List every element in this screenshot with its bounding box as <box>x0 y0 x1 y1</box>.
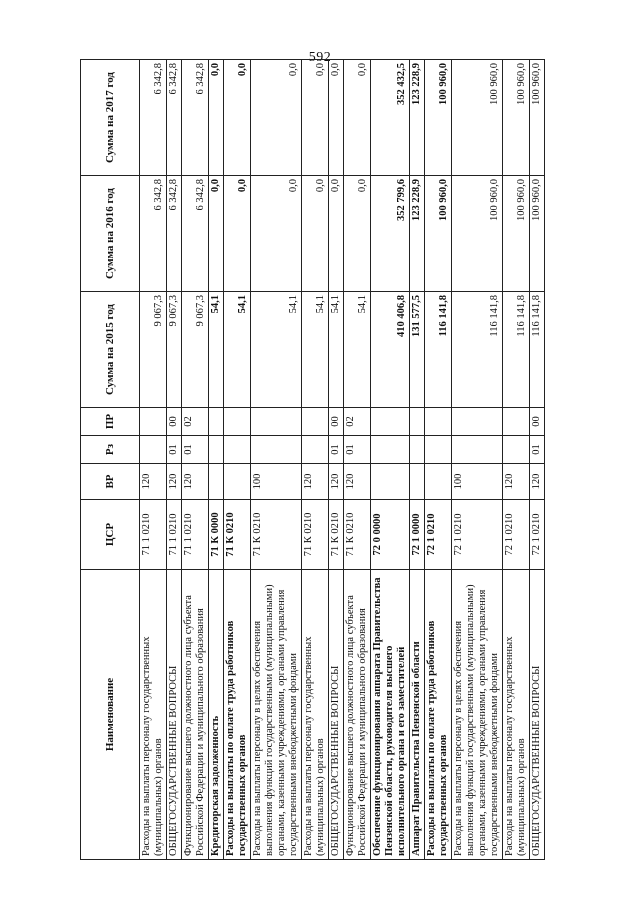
cell-name: Расходы на выплаты персоналу в целях обеспечения выполнения функций государственными (муниципальными) органами, казенными учреждениями, органами управления государственными внебюджетными фондами <box>251 570 302 860</box>
cell-pr <box>425 408 452 436</box>
table-row <box>410 60 425 860</box>
cell-csr: 71 К 0210 <box>302 500 329 570</box>
cell-name: Функционирование высшего должностного лица субъекта Российской Федерации и муниципального образования <box>344 570 371 860</box>
cell-csr: 71 1 0210 <box>140 500 167 570</box>
table-row <box>530 60 545 860</box>
budget-table <box>80 59 545 860</box>
cell-pr <box>371 408 410 436</box>
header-csr: ЦСР <box>81 500 140 570</box>
cell-sum-2017: 0,0 <box>329 60 344 176</box>
header-pr: ПР <box>81 408 140 436</box>
cell-sum-2016: 100 960,0 <box>530 176 545 292</box>
cell-name: Расходы на выплаты персоналу в целях обеспечения выполнения функций государственными (муниципальными) органами, казенными учреждениями, органами управления государственными внебюджетными фондами <box>452 570 503 860</box>
cell-vr <box>425 464 452 500</box>
cell-csr: 71 1 0210 <box>167 500 182 570</box>
cell-sum-2015: 54,1 <box>302 292 329 408</box>
table-row <box>224 60 251 860</box>
cell-rz <box>503 436 530 464</box>
table-row <box>344 60 371 860</box>
cell-vr: 120 <box>140 464 167 500</box>
cell-pr <box>140 408 167 436</box>
cell-rz: 01 <box>530 436 545 464</box>
cell-sum-2017: 100 960,0 <box>425 60 452 176</box>
cell-pr <box>410 408 425 436</box>
table-row <box>140 60 167 860</box>
cell-name: Кредиторская задолженность <box>209 570 224 860</box>
header-sum-2017: Сумма на 2017 год <box>81 60 140 176</box>
page-number: 592 <box>308 50 332 65</box>
cell-rz <box>302 436 329 464</box>
cell-rz: 01 <box>344 436 371 464</box>
cell-sum-2016: 6 342,8 <box>140 176 167 292</box>
cell-pr <box>452 408 503 436</box>
cell-sum-2017: 0,0 <box>209 60 224 176</box>
cell-sum-2017: 0,0 <box>344 60 371 176</box>
table-row <box>209 60 224 860</box>
cell-name: Расходы на выплаты персоналу государственных (муниципальных) органов <box>140 570 167 860</box>
cell-sum-2015: 116 141,8 <box>425 292 452 408</box>
cell-pr: 00 <box>329 408 344 436</box>
cell-sum-2016: 0,0 <box>224 176 251 292</box>
cell-sum-2016: 123 228,9 <box>410 176 425 292</box>
table-row <box>182 60 209 860</box>
cell-sum-2017: 0,0 <box>251 60 302 176</box>
cell-rz <box>251 436 302 464</box>
cell-sum-2017: 6 342,8 <box>182 60 209 176</box>
cell-pr <box>302 408 329 436</box>
table-row <box>371 60 410 860</box>
table-row <box>452 60 503 860</box>
cell-sum-2017: 100 960,0 <box>530 60 545 176</box>
cell-csr: 72 1 0210 <box>452 500 503 570</box>
cell-name: Аппарат Правительства Пензенской области <box>410 570 425 860</box>
cell-pr: 02 <box>344 408 371 436</box>
cell-sum-2017: 6 342,8 <box>167 60 182 176</box>
cell-csr: 71 К 0000 <box>209 500 224 570</box>
cell-vr: 120 <box>302 464 329 500</box>
cell-sum-2016: 6 342,8 <box>182 176 209 292</box>
header-rz: Рз <box>81 436 140 464</box>
cell-name: Расходы на выплаты по оплате труда работников государственных органов <box>224 570 251 860</box>
cell-vr: 120 <box>167 464 182 500</box>
cell-vr: 120 <box>182 464 209 500</box>
cell-vr: 120 <box>329 464 344 500</box>
cell-sum-2016: 100 960,0 <box>503 176 530 292</box>
cell-name: ОБЩЕГОСУДАРСТВЕННЫЕ ВОПРОСЫ <box>530 570 545 860</box>
cell-rz: 01 <box>182 436 209 464</box>
cell-sum-2015: 54,1 <box>224 292 251 408</box>
cell-csr: 71 К 0210 <box>224 500 251 570</box>
cell-sum-2016: 100 960,0 <box>452 176 503 292</box>
cell-csr: 71 К 0210 <box>329 500 344 570</box>
cell-sum-2015: 9 067,3 <box>140 292 167 408</box>
cell-vr <box>209 464 224 500</box>
cell-sum-2015: 131 577,5 <box>410 292 425 408</box>
cell-rz <box>209 436 224 464</box>
table-row <box>329 60 344 860</box>
cell-vr: 120 <box>344 464 371 500</box>
cell-sum-2016: 0,0 <box>251 176 302 292</box>
cell-sum-2016: 0,0 <box>209 176 224 292</box>
cell-rz <box>452 436 503 464</box>
cell-vr <box>371 464 410 500</box>
cell-sum-2015: 116 141,8 <box>452 292 503 408</box>
cell-csr: 71 К 0210 <box>344 500 371 570</box>
cell-pr <box>209 408 224 436</box>
cell-sum-2017: 0,0 <box>302 60 329 176</box>
table-row <box>251 60 302 860</box>
cell-pr <box>503 408 530 436</box>
cell-sum-2016: 0,0 <box>329 176 344 292</box>
cell-rz: 01 <box>167 436 182 464</box>
header-sum-2015: Сумма на 2015 год <box>81 292 140 408</box>
cell-sum-2016: 0,0 <box>344 176 371 292</box>
cell-csr: 72 1 0210 <box>425 500 452 570</box>
cell-sum-2015: 410 406,8 <box>371 292 410 408</box>
cell-sum-2017: 100 960,0 <box>452 60 503 176</box>
cell-pr: 00 <box>530 408 545 436</box>
cell-sum-2016: 6 342,8 <box>167 176 182 292</box>
cell-name: Расходы на выплаты по оплате труда работников государственных органов <box>425 570 452 860</box>
table-row <box>503 60 530 860</box>
cell-sum-2017: 123 228,9 <box>410 60 425 176</box>
cell-sum-2015: 54,1 <box>344 292 371 408</box>
cell-sum-2017: 6 342,8 <box>140 60 167 176</box>
cell-sum-2015: 54,1 <box>209 292 224 408</box>
cell-sum-2015: 54,1 <box>251 292 302 408</box>
cell-csr: 71 К 0210 <box>251 500 302 570</box>
cell-rz: 01 <box>329 436 344 464</box>
budget-table-rotated <box>80 60 560 860</box>
cell-name: Обеспечение функционирования аппарата Правительства Пензенской области, руководителя высшего исполнительного органа и его заместителей <box>371 570 410 860</box>
cell-rz <box>425 436 452 464</box>
cell-csr: 71 1 0210 <box>182 500 209 570</box>
cell-sum-2015: 9 067,3 <box>182 292 209 408</box>
table-row <box>167 60 182 860</box>
cell-vr: 100 <box>452 464 503 500</box>
cell-csr: 72 1 0210 <box>530 500 545 570</box>
cell-csr: 72 1 0210 <box>503 500 530 570</box>
cell-vr <box>410 464 425 500</box>
cell-vr: 100 <box>251 464 302 500</box>
cell-sum-2017: 352 432,5 <box>371 60 410 176</box>
cell-sum-2016: 100 960,0 <box>425 176 452 292</box>
cell-rz <box>410 436 425 464</box>
cell-name: Расходы на выплаты персоналу государственных (муниципальных) органов <box>503 570 530 860</box>
table-row <box>425 60 452 860</box>
cell-sum-2015: 116 141,8 <box>530 292 545 408</box>
cell-csr: 72 1 0000 <box>410 500 425 570</box>
table-header-row <box>81 60 140 860</box>
cell-vr: 120 <box>503 464 530 500</box>
cell-pr <box>224 408 251 436</box>
cell-name: Функционирование высшего должностного лица субъекта Российской Федерации и муниципального образования <box>182 570 209 860</box>
table-row <box>302 60 329 860</box>
cell-rz <box>371 436 410 464</box>
cell-pr <box>251 408 302 436</box>
table-body <box>140 60 545 860</box>
cell-pr: 00 <box>167 408 182 436</box>
cell-sum-2017: 0,0 <box>224 60 251 176</box>
cell-vr: 120 <box>530 464 545 500</box>
cell-rz <box>140 436 167 464</box>
cell-name: ОБЩЕГОСУДАРСТВЕННЫЕ ВОПРОСЫ <box>167 570 182 860</box>
cell-name: Расходы на выплаты персоналу государственных (муниципальных) органов <box>302 570 329 860</box>
header-vr: ВР <box>81 464 140 500</box>
cell-vr <box>224 464 251 500</box>
cell-sum-2016: 0,0 <box>302 176 329 292</box>
cell-pr: 02 <box>182 408 209 436</box>
header-name: Наименование <box>81 570 140 860</box>
cell-name: ОБЩЕГОСУДАРСТВЕННЫЕ ВОПРОСЫ <box>329 570 344 860</box>
cell-rz <box>224 436 251 464</box>
cell-sum-2016: 352 799,6 <box>371 176 410 292</box>
cell-sum-2015: 54,1 <box>329 292 344 408</box>
cell-sum-2017: 100 960,0 <box>503 60 530 176</box>
cell-csr: 72 0 0000 <box>371 500 410 570</box>
cell-sum-2015: 9 067,3 <box>167 292 182 408</box>
cell-sum-2015: 116 141,8 <box>503 292 530 408</box>
header-sum-2016: Сумма на 2016 год <box>81 176 140 292</box>
